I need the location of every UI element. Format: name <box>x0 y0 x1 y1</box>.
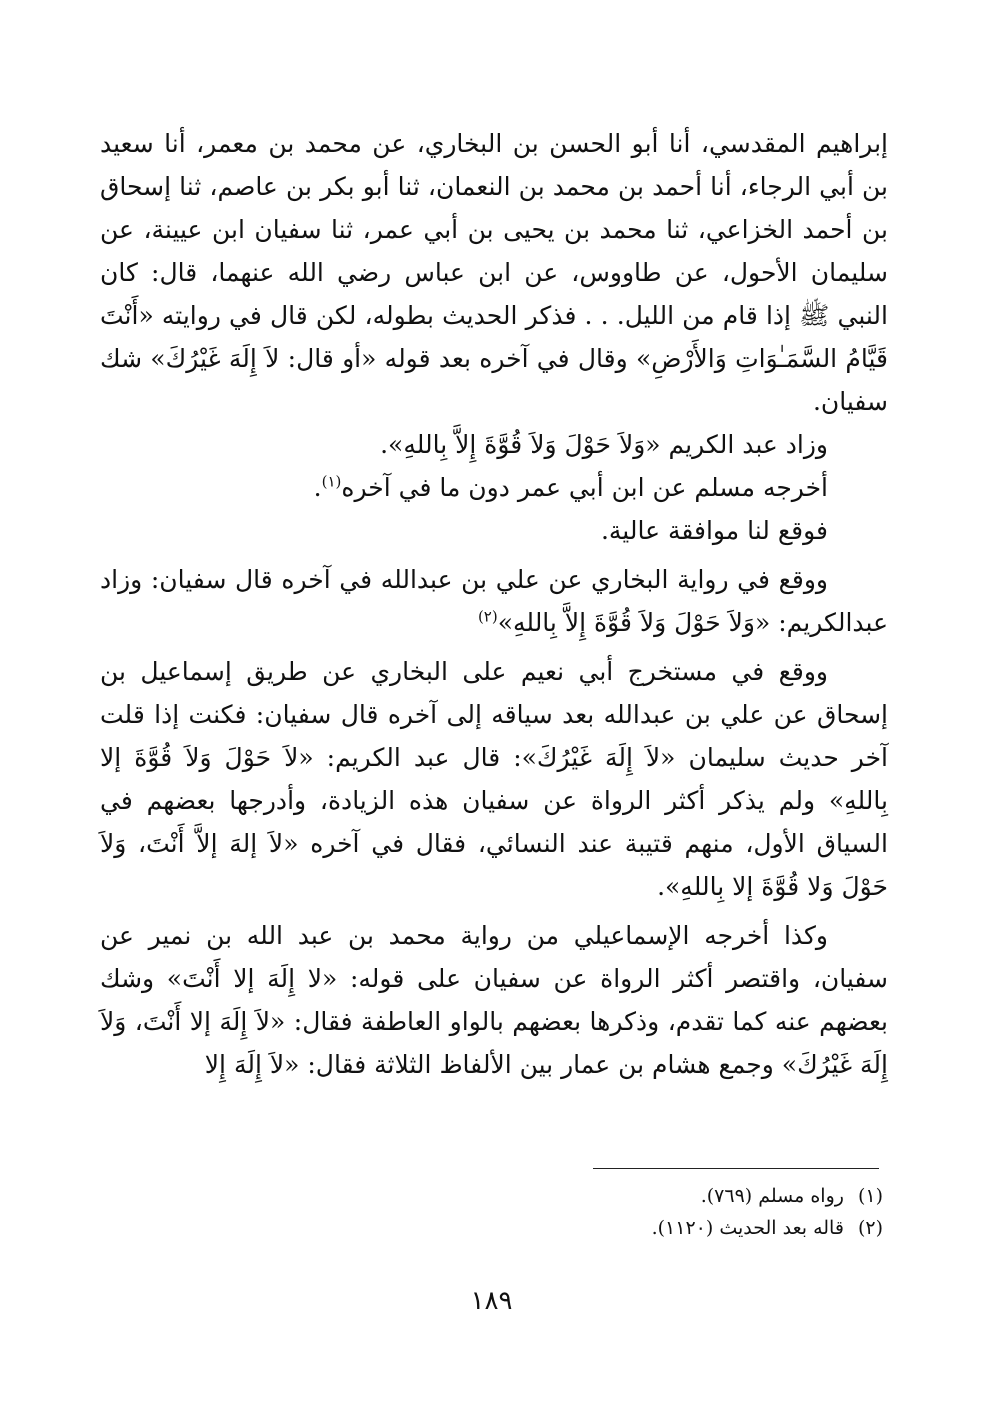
paragraph-5-text: ووقع في رواية البخاري عن علي بن عبدالله في آخره قال سفيان: وزاد عبدالكريم: «وَلاَ حَوْلَ وَلاَ قُوَّةَ إِلاَّ بِاللهِ» <box>100 565 888 637</box>
paragraph-7: وكذا أخرجه الإسماعيلي من رواية محمد بن عبد الله بن نمير عن سفيان، واقتصر أكثر الرواة عن سفيان على قوله: «لا إِلَهَ إلا أَنْتَ» وشك بعضهم عنه كما تقدم، وذكرها بعضهم بالواو العاطفة فقال: «لاَ إِلَهَ إلا أَنْتَ، وَلاَ إِلَهَ غَيْرُكَ» وجمع هشام بن عمار بين الألفاظ الثلاثة فقال: «لاَ إِلَهَ إِلا <box>100 921 888 1079</box>
footnote-ref-2[interactable]: (٢) <box>477 607 498 626</box>
paragraph-1: إبراهيم المقدسي، أنا أبو الحسن بن البخاري، عن محمد بن معمر، أنا سعيد بن أبي الرجاء، أنا أحمد بن محمد بن النعمان، ثنا أبو بكر بن عاصم، ثنا إسحاق بن أحمد الخزاعي، ثنا محمد بن يحيى بن أبي عمر، ثنا سفيان ابن عيينة، عن سليمان الأحول، عن طاووس، عن ابن عباس رضي الله عنهما، قال: كان النبي ﷺ إذا قام من الليل. . . فذكر الحديث بطوله، لكن قال في روايته «أَنْتَ قَيَّامُ السَّمَـٰوَاتِ وَالأَرْضِ» وقال في آخره بعد قوله «أو قال: لاَ إِلَهَ غَيْرُكَ» شك سفيان. <box>100 129 888 416</box>
main-text <box>100 122 888 1086</box>
page-number: ١٨٩ <box>470 1286 513 1316</box>
paragraph-3-text: أخرجه مسلم عن ابن أبي عمر دون ما في آخره <box>341 473 828 502</box>
footnote-divider <box>593 1168 879 1169</box>
paragraph-4: فوقع لنا موافقة عالية. <box>600 516 828 545</box>
footnotes <box>283 1180 883 1244</box>
paragraph-3 <box>100 466 888 509</box>
footnote-ref-1[interactable]: (١) <box>321 472 342 491</box>
paragraph-6: ووقع في مستخرج أبي نعيم على البخاري عن طريق إسماعيل بن إسحاق عن علي بن عبدالله بعد سياقه إلى آخره قال سفيان: فكنت إذا قلت آخر حديث سليمان «لاَ إِلَهَ غَيْرُكَ»: قال عبد الكريم: «لاَ حَوْلَ وَلاَ قُوَّةَ إلا بِاللهِ» ولم يذكر أكثر الرواة عن سفيان هذه الزيادة، وأدرجها بعضهم في السياق الأول، منهم قتيبة عند النسائي، فقال في آخره «لاَ إلهَ إلاَّ أَنْتَ، وَلاَ حَوْلَ وَلا قُوَّةَ إلا بِاللهِ». <box>100 657 888 901</box>
paragraph-5 <box>100 558 888 644</box>
footnote-2 <box>283 1212 883 1244</box>
paragraph-2: وزاد عبد الكريم «وَلاَ حَوْلَ وَلاَ قُوَّةَ إِلاَّ بِاللهِ». <box>380 430 828 459</box>
footnote-text: قاله بعد الحديث (١١٢٠). <box>651 1217 844 1239</box>
footnote-text: رواه مسلم (٧٦٩). <box>700 1185 844 1207</box>
paragraph-3-end: . <box>313 473 322 502</box>
footnote-1 <box>283 1180 883 1212</box>
footnote-number: (٢) <box>857 1217 883 1239</box>
footnote-number: (١) <box>857 1185 883 1207</box>
